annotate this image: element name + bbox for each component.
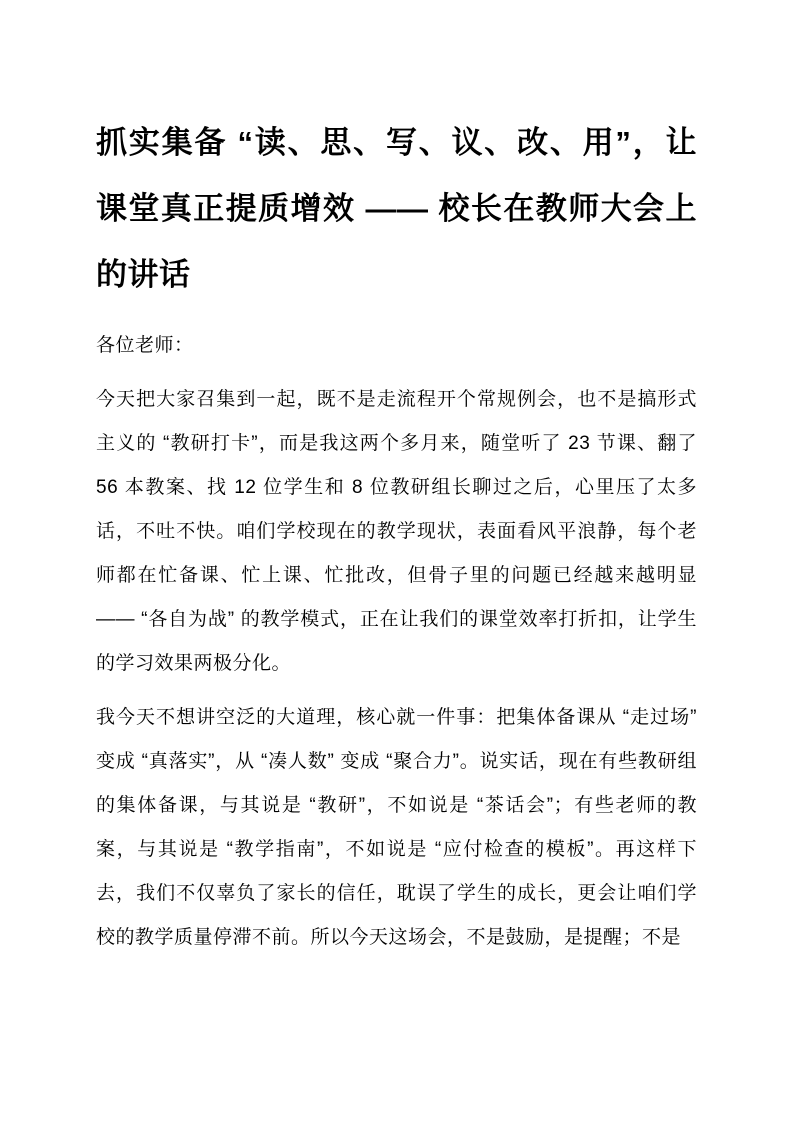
document-title: 抓实集备 “读、思、写、议、改、用”，让课堂真正提质增效 —— 校长在教师大会上的讲话 [96,125,697,292]
paragraph-1: 今天把大家召集到一起，既不是走流程开个常规例会，也不是搞形式主义的 “教研打卡”，而是我这两个多月来，随堂听了 23 节课、翻了 56 本教案、找 12 位学生和 8 位教研组长聊过之后，心里压了太多话，不吐不快。咱们学校现在的教学现状，表面看风平浪静，每个老师都在忙备课、忙上课、忙批改，但骨子里的问题已经越来越明显 —— “各自为战” 的教学模式，正在让我们的课堂效率打折扣，让学生的学习效果两极分化。 [96,389,697,674]
salutation: 各位老师： [96,335,194,356]
paragraph-2: 我今天不想讲空泛的大道理，核心就一件事：把集体备课从 “走过场” 变成 “真落实”，从 “凑人数” 变成 “聚合力”。说实话，现在有些教研组的集体备课，与其说是 “教研”，不如说是 “茶话会”；有些老师的教案，与其说是 “教学指南”，不如说是 “应付检查的模板”。再这样下去，我们不仅辜负了家长的信任，耽误了学生的成长，更会让咱们学校的教学质量停滞不前。所以今天这场会，不是鼓励，是提醒；不是 [96,707,697,948]
